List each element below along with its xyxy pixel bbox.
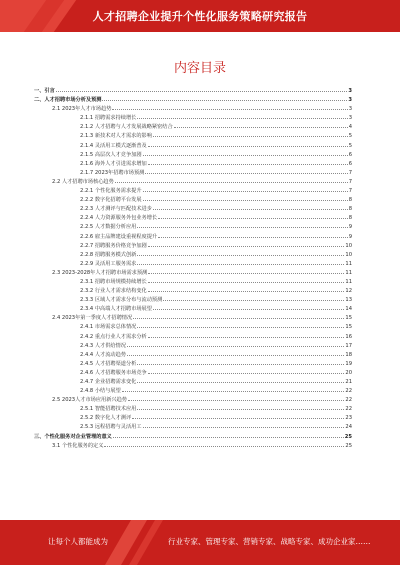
toc-entry-page: 6: [348, 151, 352, 158]
toc-entry-page: 14: [345, 306, 352, 313]
toc-entry-title: 2.1.3 新技术对人才需求的影响: [80, 133, 152, 140]
toc-entry-title: 2.2.9 灵活用工服务需求: [80, 260, 137, 267]
toc-entry-page: 7: [348, 169, 352, 176]
toc-entry-title: 2.2.1 个性化服务需求提升: [80, 188, 142, 195]
toc-entry[interactable]: [34, 113, 352, 122]
toc-entry-title: 2.1 2023年人才市场趋势: [52, 106, 112, 113]
toc-entry-title: 2.2.4 人力资源服务外包业务增长: [80, 215, 158, 222]
toc-leader-dots: [137, 359, 344, 365]
toc-entry[interactable]: [34, 286, 352, 295]
toc-entry[interactable]: [34, 404, 352, 413]
toc-entry-title: 2.1.2 人才招聘与人才发展战略紧密结合: [80, 124, 173, 131]
toc-entry[interactable]: [34, 332, 352, 341]
toc-entry[interactable]: [34, 359, 352, 368]
toc-leader-dots: [163, 295, 344, 301]
toc-entry[interactable]: [34, 313, 352, 322]
toc-entry-page: 22: [345, 406, 352, 413]
toc-leader-dots: [143, 422, 345, 428]
toc-entry[interactable]: [34, 322, 352, 331]
toc-entry-page: 3: [348, 88, 352, 94]
toc-entry-title: 2.2.6 雇主品牌建设重视程度提升: [80, 233, 158, 240]
toc-entry-page: 16: [345, 333, 352, 340]
toc-entry[interactable]: [34, 232, 352, 241]
toc-entry-title: 一、引言: [34, 88, 55, 94]
toc-entry-page: 10: [345, 242, 352, 249]
toc-entry[interactable]: [34, 341, 352, 350]
toc-entry-title: 2.1.7 2023年招聘市场预测: [80, 169, 145, 176]
toc-leader-dots: [137, 322, 344, 328]
toc-entry[interactable]: [34, 213, 352, 222]
toc-entry-title: 2.3 2023-2028年人才招聘市场需求预测: [52, 269, 148, 276]
toc-entry-page: 15: [345, 315, 352, 322]
toc-leader-dots: [137, 377, 344, 383]
toc-entry-page: 21: [345, 379, 352, 385]
toc-entry[interactable]: [34, 250, 352, 259]
toc-entry-page: 11: [345, 278, 352, 285]
toc-entry-title: 2.5.2 数字化人才测评: [80, 415, 132, 422]
toc-entry-title: 2.1.5 高层次人才竞争加剧: [80, 151, 142, 158]
toc-entry-page: 3: [348, 97, 352, 104]
toc-leader-dots: [137, 250, 344, 256]
toc-entry-title: 2.4.6 人才招聘服务市场竞争: [80, 369, 147, 376]
toc-entry-page: 17: [345, 342, 352, 349]
toc-leader-dots: [158, 213, 348, 219]
report-title: 人才招聘企业提升个性化服务策略研究报告: [92, 10, 308, 23]
toc-leader-dots: [132, 413, 344, 419]
toc-leader-dots: [148, 368, 345, 374]
toc-entry-page: 9: [348, 224, 352, 231]
footer-banner: [0, 520, 400, 565]
toc-entry-title: 2.4.4 人才流动趋势: [80, 351, 126, 358]
toc-entry-page: 8: [348, 215, 352, 222]
toc-entry[interactable]: [34, 350, 352, 359]
toc-entry-page: 5: [348, 142, 352, 149]
toc-entry[interactable]: [34, 168, 352, 177]
toc-leader-dots: [143, 186, 348, 192]
toc-entry[interactable]: [34, 304, 352, 313]
toc-entry-page: 3: [348, 106, 352, 113]
toc-heading: 内容目录: [173, 61, 226, 76]
footer-slogan-right: 行业专家、管理专家、营销专家、战略专家、成功企业家……: [168, 537, 371, 546]
toc-entry[interactable]: [34, 95, 352, 104]
toc-entry-page: 22: [345, 388, 352, 395]
toc-entry[interactable]: [34, 131, 352, 140]
toc-entry-title: 2.2.5 人才数据分析应用: [80, 224, 137, 231]
toc-entry[interactable]: [34, 441, 352, 450]
toc-entry[interactable]: [34, 395, 352, 404]
toc-entry-title: 2.5.1 智能招聘技术应用: [80, 406, 137, 413]
toc-entry[interactable]: [34, 186, 352, 195]
toc-entry-page: 13: [345, 297, 352, 304]
toc-entry-title: 2.1.6 海外人才引进需求增加: [80, 160, 147, 167]
toc-entry[interactable]: [34, 104, 352, 113]
toc-entry-title: 三、个性化服务对企业管理的意义: [34, 433, 112, 440]
toc-entry-title: 2.3.3 区域人才需求分布与流动预测: [80, 297, 163, 304]
toc-leader-dots: [148, 159, 348, 165]
toc-leader-dots: [143, 150, 348, 156]
toc-entry[interactable]: [34, 141, 352, 150]
toc-entry-page: 19: [345, 360, 352, 367]
toc-leader-dots: [153, 304, 344, 310]
toc-leader-dots: [145, 168, 347, 174]
toc-leader-dots: [137, 222, 347, 228]
toc-leader-dots: [148, 268, 344, 274]
toc-entry-title: 2.3.2 行业人才需求结构变化: [80, 288, 147, 295]
toc-leader-dots: [158, 232, 348, 238]
toc-entry-title: 2.3.1 招聘市场规模持续增长: [80, 278, 147, 285]
toc-entry-page: 4: [348, 124, 352, 131]
toc-entry-title: 2.4.7 企业招聘需求变化: [80, 379, 137, 385]
toc-entry[interactable]: [34, 432, 352, 441]
toc-leader-dots: [148, 241, 345, 247]
toc-entry-title: 2.2.2 数字化招聘平台发展: [80, 197, 142, 204]
toc-entry[interactable]: [34, 222, 352, 231]
toc-entry-page: 25: [345, 442, 352, 449]
toc-entry-page: 7: [348, 188, 352, 195]
toc-entry-title: 2.4.5 人才招聘渠道分析: [80, 360, 137, 367]
toc-entry-page: 10: [345, 251, 352, 258]
toc-entry-page: 18: [345, 351, 352, 358]
toc-leader-dots: [174, 122, 348, 128]
toc-leader-dots: [56, 86, 348, 92]
toc-entry-page: 15: [345, 324, 352, 331]
toc-leader-dots: [148, 332, 345, 338]
toc-entry-title: 2.4 2023年第一季度人才招聘情况: [52, 315, 133, 322]
toc-entry-page: 25: [344, 433, 352, 440]
toc-leader-dots: [133, 313, 344, 319]
toc-entry-title: 2.3.4 中高端人才招聘市场展望: [80, 306, 152, 313]
toc-entry-page: 6: [348, 160, 352, 167]
toc-entry[interactable]: [34, 159, 352, 168]
toc-leader-dots: [137, 113, 347, 119]
header-banner: [0, 0, 400, 32]
toc-leader-dots: [122, 386, 345, 392]
toc-entry[interactable]: [34, 377, 352, 386]
toc-entry[interactable]: [34, 422, 352, 431]
toc-entry-title: 2.4.3 人才供给情况: [80, 342, 126, 349]
toc-entry[interactable]: [34, 150, 352, 159]
toc-leader-dots: [115, 177, 348, 183]
toc-leader-dots: [148, 286, 345, 292]
toc-entry[interactable]: [34, 295, 352, 304]
toc-entry-title: 2.5 2023人才市场应用新兴趋势: [52, 397, 127, 404]
toc-leader-dots: [127, 341, 344, 347]
toc-leader-dots: [148, 141, 348, 147]
toc-leader-dots: [143, 195, 348, 201]
toc-entry-page: 3: [348, 115, 352, 122]
toc-entry-page: 11: [345, 269, 352, 276]
toc-entry-page: 8: [348, 206, 352, 213]
toc-entry-title: 2.4.1 市场需求总体情况: [80, 324, 137, 331]
toc-leader-dots: [127, 350, 344, 356]
toc-entry[interactable]: [34, 413, 352, 422]
toc-leader-dots: [137, 259, 344, 265]
toc-entry-page: 24: [345, 424, 352, 431]
toc-entry-page: 22: [345, 397, 352, 404]
toc-leader-dots: [153, 131, 348, 137]
toc-entry-title: 2.4.2 重点行业人才需求分析: [80, 333, 147, 340]
toc-entry-title: 2.1.1 招聘需求持续增长: [80, 115, 137, 122]
toc-entry[interactable]: [34, 259, 352, 268]
toc-entry[interactable]: [34, 368, 352, 377]
toc-entry-title: 2.2.8 招聘服务模式创新: [80, 251, 137, 258]
toc-entry-page: 12: [345, 288, 352, 295]
toc-leader-dots: [104, 441, 344, 447]
toc-entry-page: 9: [348, 233, 352, 240]
toc-leader-dots: [128, 395, 344, 401]
toc-entry[interactable]: [34, 177, 352, 186]
toc-leader-dots: [137, 404, 344, 410]
toc-entry[interactable]: [34, 386, 352, 395]
toc-entry-title: 2.5.3 远程招聘与灵活用工: [80, 424, 142, 431]
toc-entry[interactable]: [34, 195, 352, 204]
toc-leader-dots: [113, 432, 344, 438]
toc-entry[interactable]: [34, 122, 352, 131]
footer-slogan-left: 让每个人都能成为: [48, 537, 108, 546]
toc-leader-dots: [102, 95, 347, 101]
toc-entry-title: 2.4.8 小结与展望: [80, 388, 121, 395]
toc-entry-page: 5: [348, 133, 352, 140]
toc-entry[interactable]: [34, 204, 352, 213]
toc-entry-title: 2.1.4 灵活用工模式逐渐普及: [80, 142, 147, 149]
toc-entry-title: 3.1 个性化服务的定义: [52, 442, 104, 449]
table-of-contents: [34, 86, 352, 450]
toc-entry-title: 2.2.7 招聘服务价格竞争加剧: [80, 242, 147, 249]
toc-leader-dots: [148, 277, 345, 283]
toc-entry-title: 2.2 人才招聘市场核心趋势: [52, 178, 114, 185]
toc-entry-page: 20: [345, 369, 352, 376]
toc-entry-page: 23: [345, 415, 352, 422]
toc-entry[interactable]: [34, 268, 352, 277]
toc-entry-title: 2.2.3 人才测评与匹配技术进步: [80, 206, 152, 213]
toc-entry-page: 8: [348, 197, 352, 204]
toc-leader-dots: [153, 204, 348, 210]
toc-entry-page: 7: [348, 178, 352, 185]
toc-entry[interactable]: [34, 86, 352, 95]
toc-entry[interactable]: [34, 241, 352, 250]
toc-entry-title: 二、人才招聘市场分析及预测: [34, 97, 102, 104]
toc-leader-dots: [112, 104, 347, 110]
toc-entry[interactable]: [34, 277, 352, 286]
toc-entry-page: 11: [345, 260, 352, 267]
